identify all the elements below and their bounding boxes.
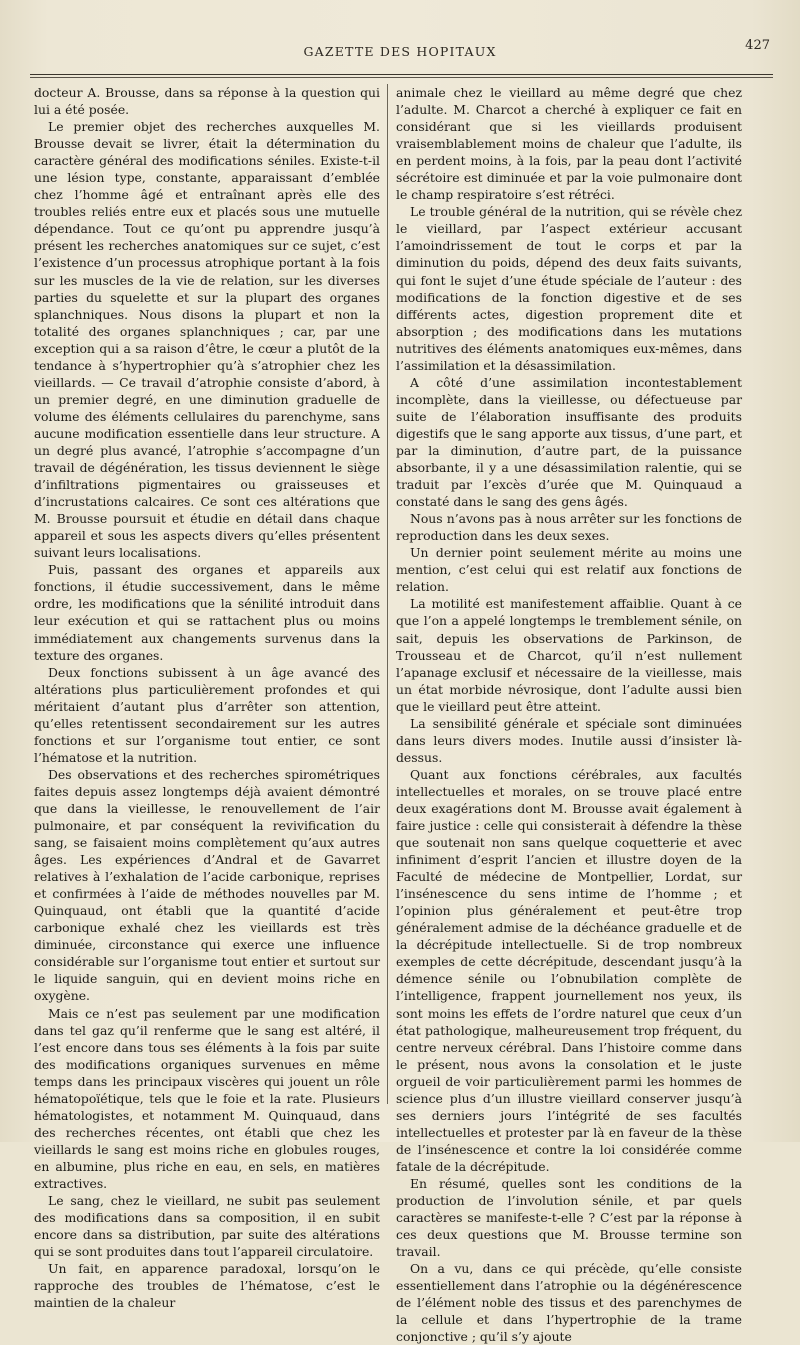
- paragraph: Un fait, en apparence paradoxal, lorsqu’on le rapproche des troubles de l’hématose, c’est le maintien de la chaleur: [34, 1261, 380, 1311]
- paragraph: Deux fonctions subissent à un âge avancé des altérations plus particulièrement profondes et qui méritaient d’autant plus d’arrêter son attention, qu’elles retentissent secondairement sur les autres fonctions et sur l’organisme tout entier, ce sont l’hématose et la nutrition.: [34, 664, 380, 765]
- paragraph: Quant aux fonctions cérébrales, aux facultés intellectuelles et morales, on se trouve placé entre deux exagérations dont M. Brousse avait également à faire justice : celle qui consisterait à défendre la thèse que soutenait non sans quelque coquetterie et avec infiniment d’esprit l’ancien et illustre doyen de la Faculté de médecine de Montpellier, Lordat, sur l’insénescence du sens intime de l’homme ; et l’opinion plus généralement et peut-être trop généralement admise de la déchéance graduelle et de la décrépitude intellectuelle. Si de trop nombreux exemples de cette décrépitude, descendant jusqu’à la démence sénile ou l’obnubilation complète de l’intelligence, frappent journellement nos yeux, ils sont moins les effets de l’ordre naturel que ceux d’un état pathologique, malheureusement trop fréquent, du centre nerveux cérébral. Dans l’histoire comme dans le présent, nous avons la consolation et le juste orgueil de voir particulièrement parmi les hommes de science plus d’un illustre vieillard conserver jusqu’à ses derniers jours l’intégrité de ses facultés intellectuelles et protester par là en faveur de la thèse de l’insénescence et contre la loi considérée comme fatale de la décrépitude.: [396, 766, 742, 1174]
- running-title: GAZETTE DES HOPITAUX: [303, 44, 497, 59]
- paragraph: Le premier objet des recherches auxquelles M. Brousse devait se livrer, était la détermination du caractère général des modifications séniles. Existe-t-il une lésion type, constante, apparaissant d’emblée chez l’homme âgé et entraînant après elle des troubles reliés entre eux et placés sous une mutuelle dépendance. Tout ce qu’ont pu apprendre jusqu’à présent les recherches anatomiques sur ce sujet, c’est l’existence d’un processus atrophique portant à la fois sur les muscles de la vie de relation, sur les diverses parties du squelette et sur la plupart des organes splanchniques. Nous disons la plupart et non la totalité des organes splanchniques ; car, par une exception qui a sa raison d’être, le cœur a plutôt de la tendance à s’hypertrophier qu’à s’atrophier chez les vieillards. — Ce travail d’atrophie consiste d’abord, à un premier degré, en une diminution graduelle de volume des éléments cellulaires du parenchyme, sans aucune modification essentielle dans leur structure. A un degré plus avancé, l’atrophie s’accompagne d’un travail de dégénération, les tissus deviennent le siège d’infiltrations pigmentaires ou graisseuses et d’incrustations calcaires. Ce sont ces altérations que M. Brousse poursuit et étudie en détail dans chaque appareil et sous les aspects divers qu’elles présentent suivant leurs localisations.: [34, 119, 380, 561]
- paragraph: Des observations et des recherches spirométriques faites depuis assez longtemps déjà avaient démontré que dans la vieillesse, le renouvellement de l’air pulmonaire, et par conséquent la revivification du sang, se faisaient moins complètement qu’aux autres âges. Les expériences d’Andral et de Gavarret relatives à l’exhalation de l’acide carbonique, reprises et confirmées à l’aide de méthodes nouvelles par M. Quinquaud, ont établi que la quantité d’acide carbonique exhalé chez les vieillards est très diminuée, circonstance qui exerce une influence considérable sur l’organisme tout entier et surtout sur le liquide sanguin, qui en devient moins riche en oxygène.: [34, 766, 380, 1004]
- paragraph: La motilité est manifestement affaiblie. Quant à ce que l’on a appelé longtemps le tremblement sénile, on sait, depuis les observations de Parkinson, de Trousseau et de Charcot, qu’il n’est nullement l’apanage exclusif et nécessaire de la vieillesse, mais un état morbide névrosique, dont l’adulte aussi bien que le vieillard peut être atteint.: [396, 596, 742, 714]
- page-header: [30, 38, 770, 64]
- paragraph: Nous n’avons pas à nous arrêter sur les fonctions de reproduction dans les deux sexes.: [396, 511, 742, 544]
- column-divider: [387, 84, 388, 1104]
- paragraph: En résumé, quelles sont les conditions de la production de l’involution sénile, et par quels caractères se manifeste-t-elle ? C’est par la réponse à ces deux questions que M. Brousse termine son travail.: [396, 1176, 742, 1260]
- paragraph: Mais ce n’est pas seulement par une modification dans tel gaz qu’il renferme que le sang est altéré, il l’est encore dans tous ses éléments à la fois par suite des modifications organiques survenues en même temps dans les principaux viscères qui jouent un rôle hématopoïétique, tels que le foie et la rate. Plusieurs hématologistes, et notamment M. Quinquaud, dans des recherches récentes, ont établi que chez les vieillards le sang est moins riche en globules rouges, en albumine, plus riche en eau, en sels, en matières extractives.: [34, 1005, 380, 1191]
- paragraph: docteur A. Brousse, dans sa réponse à la question qui lui a été posée.: [34, 85, 380, 118]
- paragraph: Un dernier point seulement mérite au moins une mention, c’est celui qui est relatif aux fonctions de relation.: [396, 545, 742, 595]
- left-column: [34, 84, 380, 1311]
- paragraph: Le trouble général de la nutrition, qui se révèle chez le vieillard, par l’aspect extérieur accusant l’amoindrissement de tout le corps et par la diminution du poids, dépend des deux faits suivants, qui font le sujet d’une étude spéciale de l’auteur : des modifications de la fonction digestive et de ses différents actes, digestion proprement dite et absorption ; des modifications dans les mutations nutritives des éléments anatomiques eux-mêmes, dans l’assimilation et la désassimilation.: [396, 204, 742, 373]
- right-column: [396, 84, 742, 1345]
- paragraph: Le sang, chez le vieillard, ne subit pas seulement des modifications dans sa composition, il en subit encore dans sa distribution, par suite des altérations qui se sont produites dans tout l’appareil circulatoire.: [34, 1193, 380, 1260]
- header-rule: [30, 74, 773, 78]
- paragraph: On a vu, dans ce qui précède, qu’elle consiste essentiellement dans l’atrophie ou la dégénérescence de l’élément noble des tissus et des parenchymes de la cellule et dans l’hypertrophie de la trame conjonctive ; qu’il s’y ajoute: [396, 1261, 742, 1345]
- page-number: 427: [745, 38, 770, 53]
- paragraph: La sensibilité générale et spéciale sont diminuées dans leurs divers modes. Inutile aussi d’insister là-dessus.: [396, 715, 742, 765]
- paragraph: A côté d’une assimilation incontestablement incomplète, dans la vieillesse, ou défectueuse par suite de l’élaboration insuffisante des produits digestifs que le sang apporte aux tissus, d’une part, et par la diminution, d’autre part, de la puissance absorbante, il y a une désassimilation ralentie, qui se traduit par l’excès d’urée que M. Quinquaud a constaté dans le sang des gens âgés.: [396, 374, 742, 510]
- paragraph: Puis, passant des organes et appareils aux fonctions, il étudie successivement, dans le même ordre, les modifications que la sénilité introduit dans leur exécution et qui se rattachent plus ou moins immédiatement aux changements survenus dans la texture des organes.: [34, 562, 380, 663]
- paragraph: animale chez le vieillard au même degré que chez l’adulte. M. Charcot a cherché à expliquer ce fait en considérant que si les vieillards produisent vraisemblablement moins de chaleur que l’adulte, ils en perdent moins, à la fois, par la peau dont l’activité sécrétoire est diminuée et par la voie pulmonaire dont le champ respiratoire s’est rétréci.: [396, 85, 742, 203]
